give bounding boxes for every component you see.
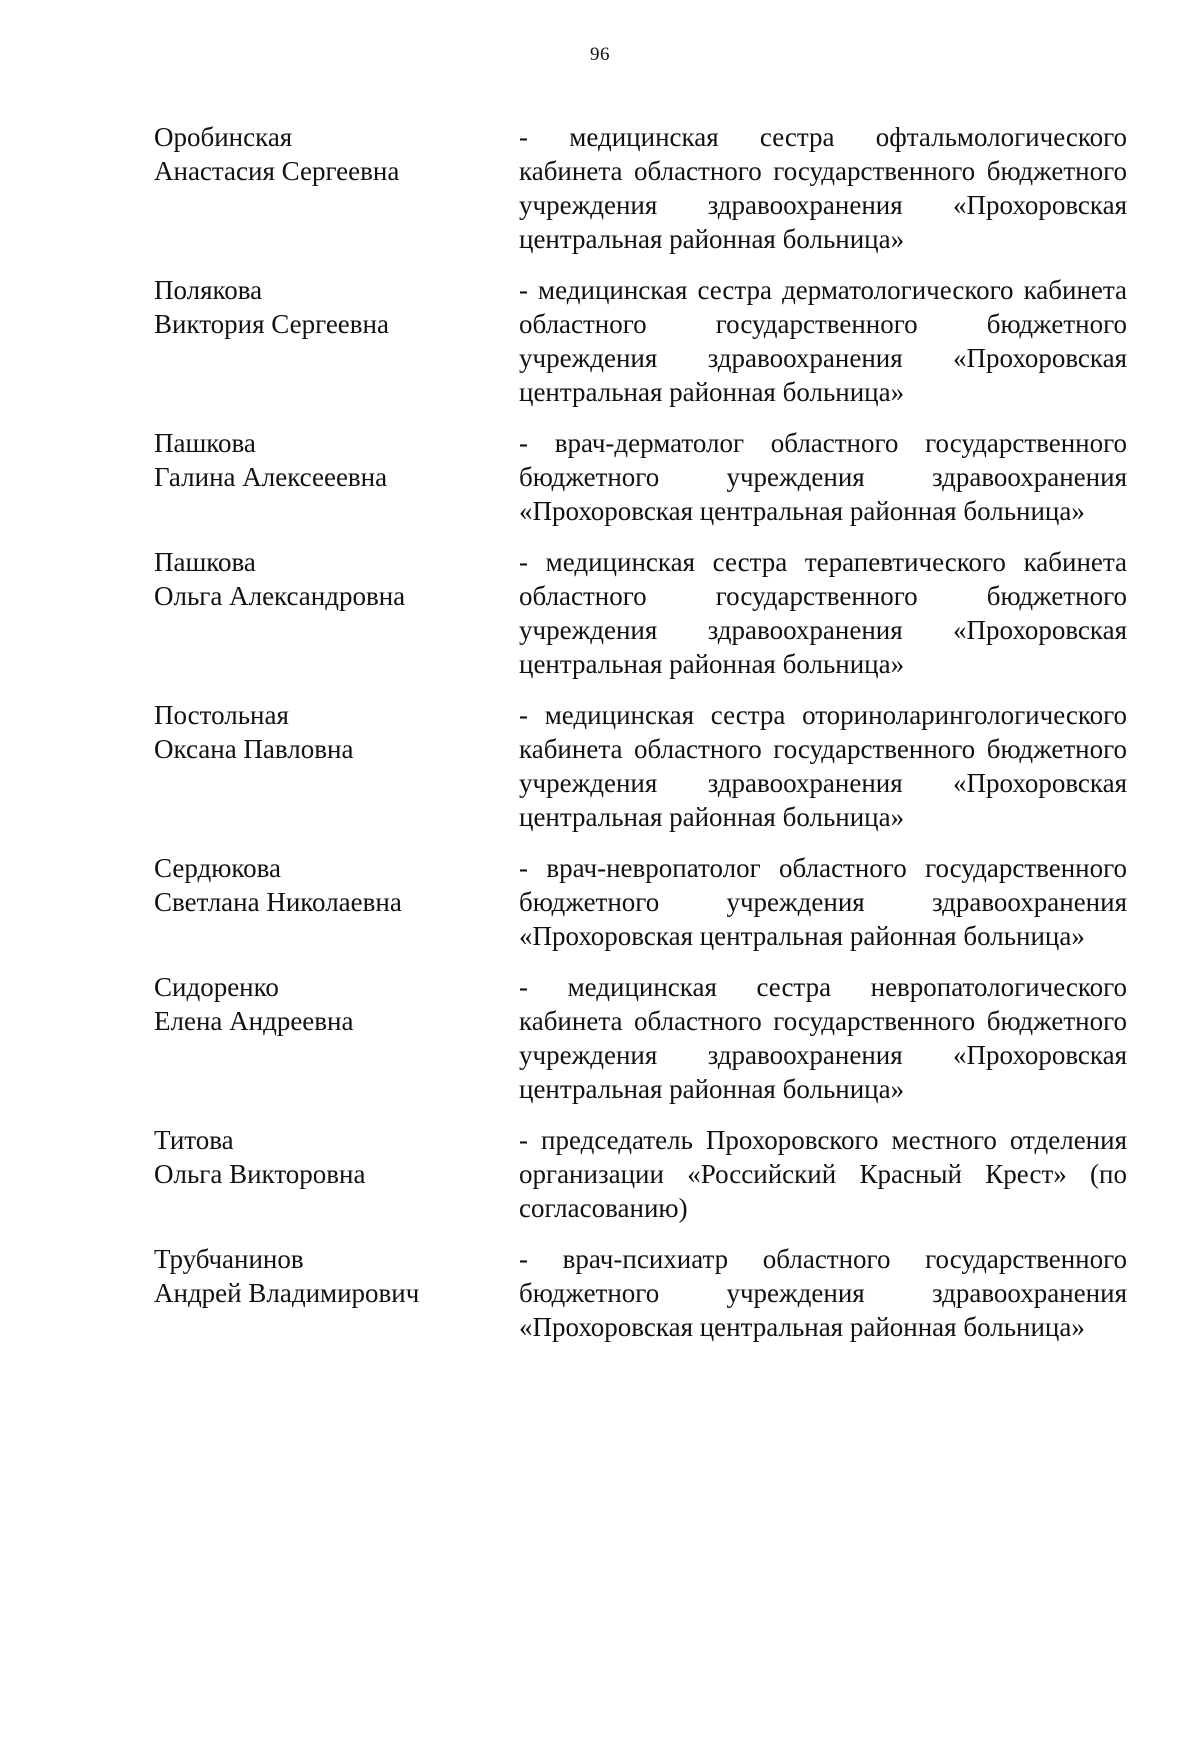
person-name [154,1242,516,1310]
page-number: 96 [590,44,610,65]
person-surname: Пашкова [154,428,256,458]
person-position: - врач-психиатр областного государственного бюджетного учреждения здравоохранения «Прохоровская центральная районная больница» [519,1244,1127,1342]
person-given-names: Ольга Викторовна [154,1159,366,1189]
person-given-names: Светлана Николаевна [154,887,402,917]
person-given-names: Ольга Александровна [154,581,406,611]
person-name [154,273,516,341]
person-position: - врач-дерматолог областного государственного бюджетного учреждения здравоохранения «Прохоровская центральная районная больница» [519,428,1127,526]
person-surname: Пашкова [154,547,256,577]
person-given-names: Анастасия Сергеевна [154,156,400,186]
list-item [0,851,1200,953]
person-position: - врач-невропатолог областного государственного бюджетного учреждения здравоохранения «Прохоровская центральная районная больница» [519,853,1127,951]
person-given-names: Оксана Павловна [154,734,354,764]
list-item [0,426,1200,528]
person-surname: Постольная [154,700,289,730]
person-name [154,851,516,919]
person-name [154,426,516,494]
list-item [0,1242,1200,1344]
person-surname: Титова [154,1125,234,1155]
list-item [0,1123,1200,1225]
person-surname: Сердюкова [154,853,281,883]
person-position: - медицинская сестра невропатологического кабинета областного государственного бюджетного учреждения здравоохранения «Прохоровская центральная районная больница» [519,972,1127,1104]
person-position: - медицинская сестра оториноларингологического кабинета областного государственного бюджетного учреждения здравоохранения «Прохоровская центральная районная больница» [519,700,1127,832]
person-name [154,545,516,613]
list-item [0,545,1200,681]
person-given-names: Елена Андреевна [154,1006,354,1036]
person-name [154,1123,516,1191]
list-item [0,698,1200,834]
person-surname: Трубчанинов [154,1244,304,1274]
person-position: - медицинская сестра дерматологического кабинета областного государственного бюджетного учреждения здравоохранения «Прохоровская центральная районная больница» [519,275,1127,407]
list-item [0,970,1200,1106]
person-given-names: Андрей Владимирович [154,1278,420,1308]
person-name [154,120,516,188]
person-position: - медицинская сестра офтальмологического кабинета областного государственного бюджетного учреждения здравоохранения «Прохоровская центральная районная больница» [519,122,1127,254]
person-name [154,970,516,1038]
member-list [0,120,1200,1344]
list-item [0,273,1200,409]
person-surname: Сидоренко [154,972,279,1002]
person-surname: Полякова [154,275,263,305]
person-given-names: Виктория Сергеевна [154,309,389,339]
person-given-names: Галина Алексееевна [154,462,388,492]
person-surname: Оробинская [154,122,293,152]
list-item [0,120,1200,256]
person-position: - медицинская сестра терапевтического кабинета областного государственного бюджетного учреждения здравоохранения «Прохоровская центральная районная больница» [519,547,1127,679]
person-name [154,698,516,766]
person-position: - председатель Прохоровского местного отделения организации «Российский Красный Крест» (по согласованию) [519,1125,1127,1223]
